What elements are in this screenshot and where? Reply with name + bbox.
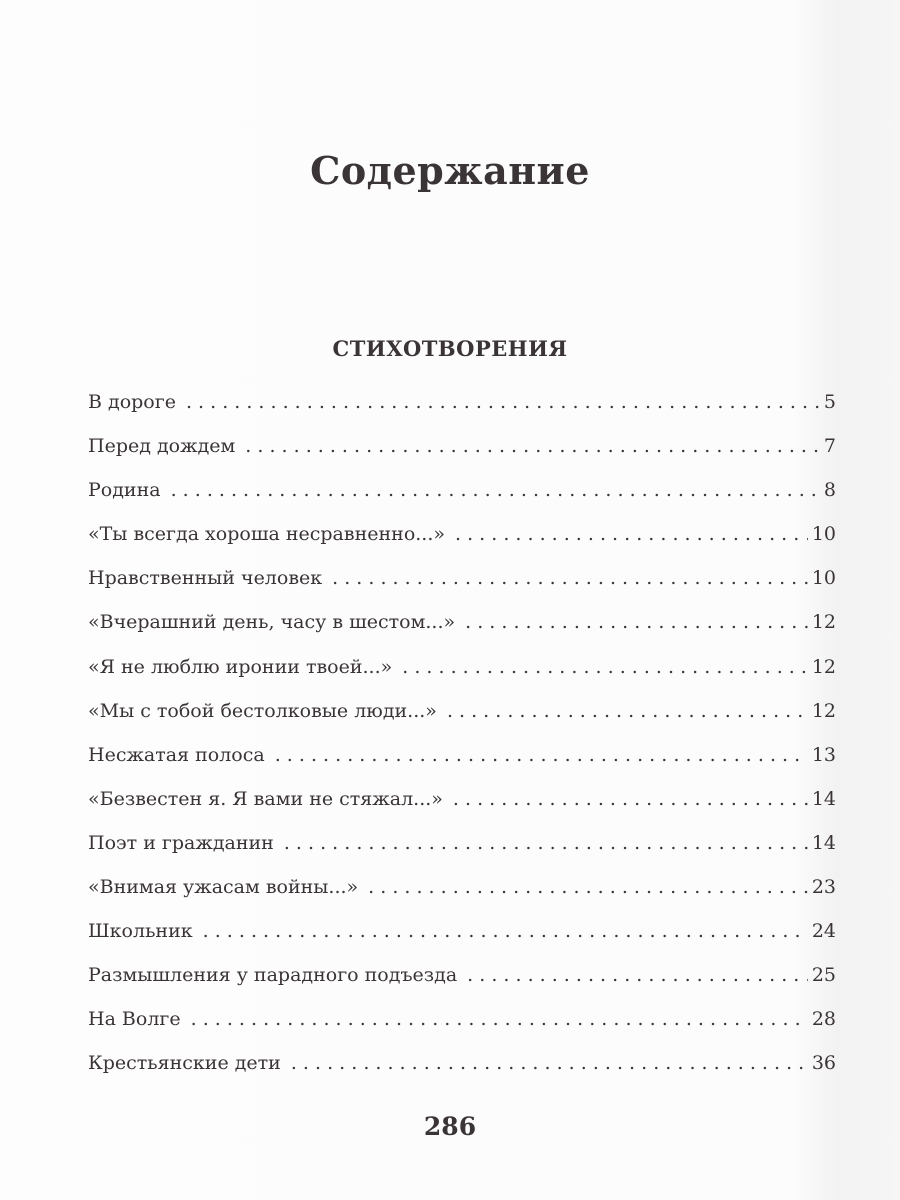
toc-entry-page: 12 — [811, 699, 836, 722]
toc-entry[interactable] — [88, 611, 836, 655]
dot-leader — [245, 435, 820, 457]
table-of-contents — [88, 391, 836, 1097]
toc-entry[interactable] — [88, 1052, 836, 1096]
toc-entry-page: 28 — [811, 1008, 836, 1031]
toc-entry[interactable] — [88, 391, 836, 435]
toc-entry[interactable] — [88, 523, 836, 567]
toc-entry-title: «Я не люблю иронии твоей...» — [88, 655, 393, 678]
toc-entry[interactable] — [88, 964, 836, 1008]
toc-entry-page: 24 — [811, 920, 836, 943]
toc-entry-title: «Внимая ужасам войны...» — [88, 876, 359, 899]
toc-entry-page: 8 — [823, 479, 836, 502]
toc-entry[interactable] — [88, 1008, 836, 1052]
dot-leader — [291, 1052, 808, 1074]
dot-leader — [171, 479, 820, 501]
toc-entry-page: 23 — [811, 876, 836, 899]
toc-entry-title: «Вчерашний день, часу в шестом...» — [88, 611, 456, 634]
toc-entry-title: Перед дождем — [88, 435, 236, 458]
toc-entry[interactable] — [88, 567, 836, 611]
dot-leader — [465, 611, 808, 633]
toc-entry-page: 36 — [811, 1052, 836, 1075]
toc-entry-page: 10 — [811, 567, 836, 590]
toc-entry-page: 13 — [811, 743, 836, 766]
toc-entry-title: Поэт и гражданин — [88, 831, 274, 854]
toc-entry-page: 10 — [811, 523, 836, 546]
dot-leader — [332, 567, 808, 589]
dot-leader — [275, 744, 808, 766]
dot-leader — [203, 920, 808, 942]
dot-leader — [467, 964, 808, 986]
toc-entry[interactable] — [88, 832, 836, 876]
toc-entry-title: Нравственный человек — [88, 567, 323, 590]
dot-leader — [186, 391, 820, 413]
toc-entry-page: 12 — [811, 611, 836, 634]
toc-entry[interactable] — [88, 876, 836, 920]
toc-entry-title: В дороге — [88, 391, 176, 413]
toc-entry-page: 12 — [811, 655, 836, 678]
dot-leader — [447, 700, 808, 722]
toc-entry-title: «Ты всегда хороша несравненно...» — [88, 523, 446, 546]
dot-leader — [368, 876, 808, 898]
dot-leader — [402, 656, 808, 678]
toc-entry[interactable] — [88, 788, 836, 832]
dot-leader — [191, 1008, 808, 1030]
toc-entry-title: Крестьянские дети — [88, 1052, 281, 1075]
toc-entry[interactable] — [88, 479, 836, 523]
toc-entry[interactable] — [88, 744, 836, 788]
toc-entry-page: 14 — [811, 831, 836, 854]
toc-entry-page: 5 — [823, 391, 836, 413]
page-number: 286 — [423, 1112, 477, 1141]
page-title: Содержание — [310, 148, 590, 193]
toc-entry[interactable] — [88, 435, 836, 479]
toc-entry-page: 25 — [811, 964, 836, 987]
toc-entry-title: Школьник — [88, 920, 193, 943]
toc-entry-title: «Безвестен я. Я вами не стяжал...» — [88, 787, 443, 810]
toc-entry-title: Родина — [88, 479, 161, 502]
toc-entry-title: Размышления у парадного подъезда — [88, 964, 458, 987]
toc-entry-page: 14 — [811, 787, 836, 810]
toc-entry-page: 7 — [823, 435, 836, 458]
toc-entry[interactable] — [88, 920, 836, 964]
section-heading: СТИХОТВОРЕНИЯ — [332, 336, 568, 361]
dot-leader — [453, 788, 808, 810]
toc-entry[interactable] — [88, 656, 836, 700]
toc-entry[interactable] — [88, 700, 836, 744]
dot-leader — [455, 523, 808, 545]
toc-entry-title: На Волге — [88, 1008, 181, 1031]
toc-entry-title: Несжатая полоса — [88, 743, 265, 766]
dot-leader — [284, 832, 808, 854]
toc-entry-title: «Мы с тобой бестолковые люди...» — [88, 699, 437, 722]
